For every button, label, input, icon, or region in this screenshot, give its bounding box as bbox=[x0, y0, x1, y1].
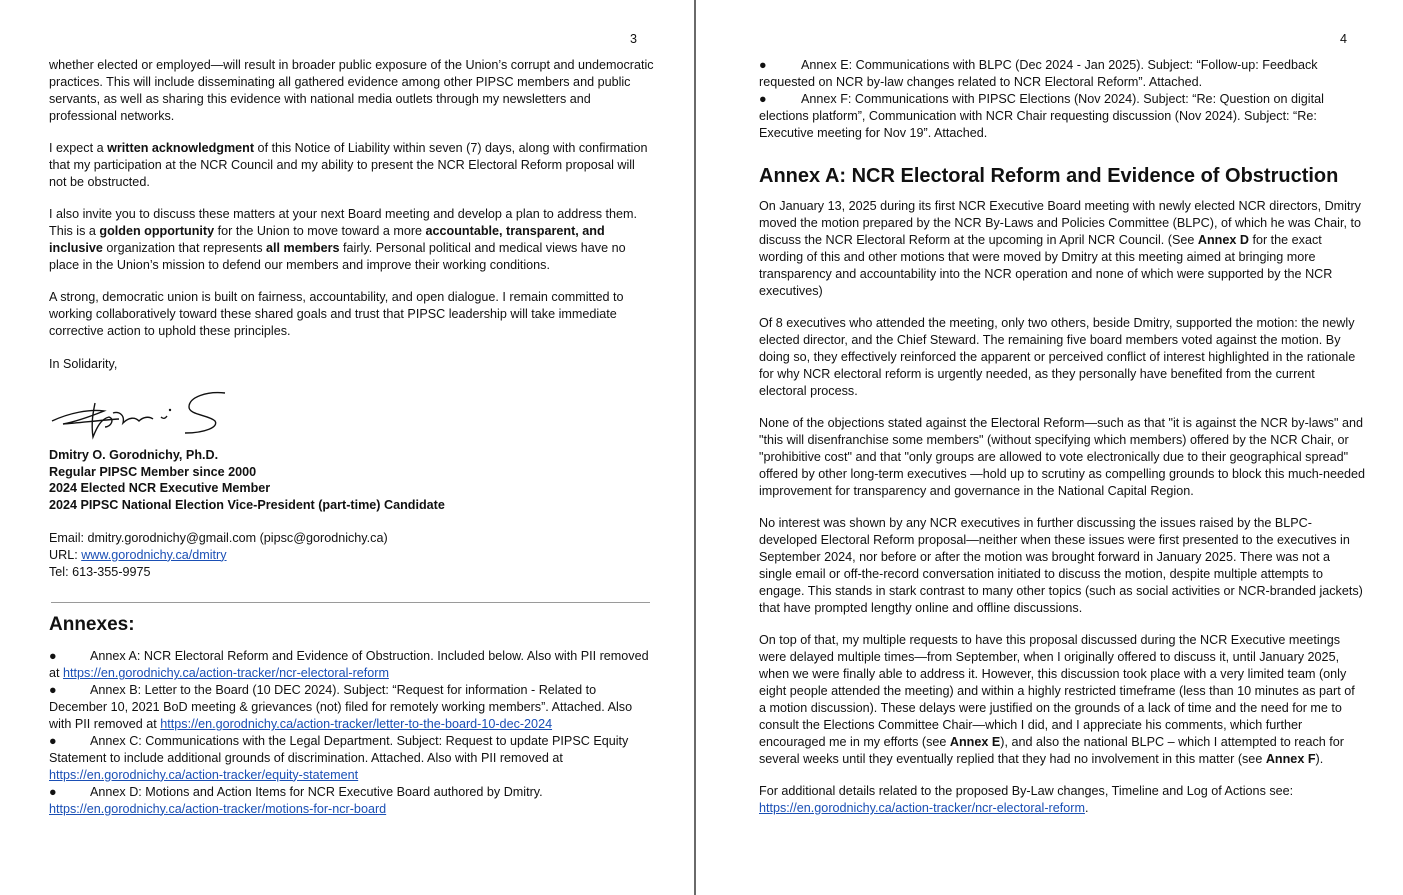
signature-block bbox=[49, 447, 654, 515]
signer-role: 2024 Elected NCR Executive Member bbox=[49, 481, 271, 496]
paragraph-board-meeting: On January 13, 2025 during its first NCR Executive Board meeting with newly elected NCR directors, Dmitry moved the motion prepared by the NCR By-Laws and Policies Committee (BLPC), of which he was Chair, to discuss the NCR Electoral Reform at the upcoming in April NCR Council. (See Annex D for the exact wording of this and other motions that were moved by Dmitry at this meeting aimed at bringing more transparency and accountability into the NCR operation and none of which were supported by the NCR executives) bbox=[759, 199, 1361, 298]
page-3-body bbox=[49, 57, 654, 817]
bullet-icon: ● bbox=[759, 58, 767, 72]
annex-item-f: ● Annex F: Communications with PIPSC Elections (Nov 2024). Subject: “Re: Question on digital elections platform”, Communication with NCR Chair requesting discussion (Nov 2024). Subject: “Re: Executive meeting for Nov 19”. Attached. bbox=[759, 91, 1324, 140]
paragraph-vote: Of 8 executives who attended the meeting, only two others, beside Dmitry, supported the motion: the newly elected director, and the Chief Steward. The remaining five board members voted against the motion. By doing so, they effectively reinforced the apparent or perceived conflict of interest highlighted in the rationale for why NCR electoral reform is urgently needed, as they personally have benefited from the current electoral process. bbox=[759, 316, 1356, 398]
annex-item-c: ● Annex C: Communications with the Legal Department. Subject: Request to update PIPSC Equity Statement to include additional grounds of discrimination. Attached. Also with PII removed at https://en.gorodnichy.ca/action-tracker/equity-statement bbox=[49, 733, 629, 782]
bullet-icon: ● bbox=[49, 649, 57, 664]
annex-a-link[interactable]: https://en.gorodnichy.ca/action-tracker/ncr-electoral-reform bbox=[63, 666, 389, 681]
bullet-icon: ● bbox=[49, 784, 57, 799]
bullet-icon: ● bbox=[759, 91, 767, 106]
contact-url-link[interactable]: www.gorodnichy.ca/dmitry bbox=[81, 547, 227, 562]
annex-a-heading: Annex A: NCR Electoral Reform and Evidence of Obstruction bbox=[759, 164, 1339, 187]
signer-candidacy: 2024 PIPSC National Election Vice-President (part-time) Candidate bbox=[49, 498, 445, 513]
paragraph-closing-statement: A strong, democratic union is built on fairness, accountability, and open dialogue. I remain committed to working collaboratively toward these shared goals and trust that PIPSC leadership will take immediate corrective action to uphold these principles. bbox=[49, 290, 624, 339]
annex-d-link[interactable]: https://en.gorodnichy.ca/action-tracker/motions-for-ncr-board bbox=[49, 801, 387, 816]
annex-item-e: ● Annex E: Communications with BLPC (Dec 2024 - Jan 2025). Subject: “Follow-up: Feedback requested on NCR by-law changes related to NCR Electoral Reform”. Attached. bbox=[759, 58, 1318, 89]
handwritten-signature bbox=[49, 383, 654, 445]
annex-item-d: ● Annex D: Motions and Action Items for NCR Executive Board authored by Dmitry. https://en.gorodnichy.ca/action-tracker/motions-for-ncr-board bbox=[49, 784, 543, 816]
contact-url: URL: www.gorodnichy.ca/dmitry bbox=[49, 547, 227, 562]
annex-b-link[interactable]: https://en.gorodnichy.ca/action-tracker/letter-to-the-board-10-dec-2024 bbox=[160, 716, 553, 731]
section-divider bbox=[51, 602, 650, 603]
contact-phone: Tel: 613-355-9975 bbox=[49, 564, 151, 579]
paragraph-exposure: whether elected or employed—will result in broader public exposure of the Union’s corrupt and undemocratic practices. This will include disseminating all gathered evidence among other PIPSC members and public servants, as well as sharing this evidence with national media outlets through my newsletters and professional networks. bbox=[49, 58, 654, 123]
paragraph-delays: On top of that, my multiple requests to have this proposal discussed during the NCR Executive meetings were delayed multiple times—from September, when I originally offered to discuss it, until January 2025, when we were finally able to address it. However, this discussion took place with a very limited team (only eight people attended the meeting) and within a highly restricted timeframe (less than 10 minutes as part of a motion discussion). These delays were justified on the grounds of a lack of time and the need for me to consult the Elections Committee Chair—which I did, and I appreciate his comments, which further encouraged me in my efforts (see Annex E), and also the national BLPC – which I attempted to reach for several weeks until they eventually replied that they had no involvement in this matter (see Annex F). bbox=[759, 633, 1355, 766]
paragraph-no-interest: No interest was shown by any NCR executives in further discussing the issues raised by the BLPC-developed Electoral Reform proposal—neither when these issues were first presented to the executives in September 2024, nor before or after the motion was brought forward in January 2025. There was not a single email or off-the-record conversation initiated to discuss the motion, despite multiple attempts to engage. This stands in stark contrast to many other topics (such as social activities or NCR-branded jackets) that have prompted lengthy online and offline discussions. bbox=[759, 516, 1363, 615]
page-4-body bbox=[759, 57, 1365, 817]
closing-salutation: In Solidarity, bbox=[49, 356, 118, 371]
page-number: 4 bbox=[1340, 32, 1348, 46]
paragraph-invitation: I also invite you to discuss these matters at your next Board meeting and develop a plan to address them. This is a golden opportunity for the Union to move toward a more accountable, transparent, and inclusive organization that represents all members fairly. Personal political and medical views have no place in the Union’s mission to defend our members and improve their working conditions. bbox=[49, 207, 638, 273]
document-page-3 bbox=[0, 0, 694, 895]
contact-info bbox=[49, 530, 654, 581]
paragraph-acknowledgment: I expect a written acknowledgment of this Notice of Liability within seven (7) days, along with confirmation that my participation at the NCR Council and my ability to present the NCR Electoral Reform proposal will not be obstructed. bbox=[49, 141, 648, 189]
annexes-heading: Annexes: bbox=[49, 614, 135, 636]
annex-c-link[interactable]: https://en.gorodnichy.ca/action-tracker/equity-statement bbox=[49, 767, 359, 782]
page-number: 3 bbox=[630, 32, 638, 46]
annex-item-b: ● Annex B: Letter to the Board (10 DEC 2024). Subject: “Request for information - Related to December 10, 2021 BoD meeting & grievances (not) filed for remotely working members”. Attached. Also with PII removed at https://en.gorodnichy.ca/action-tracker/letter-to-the-board-10-dec-2024 bbox=[49, 683, 633, 731]
paragraph-objections: None of the objections stated against the Electoral Reform—such as that "it is against the NCR by-laws" and "this will disenfranchise some members" (without specifying which members) offered by the NCR Chair, or "prohibitive cost" and that "only groups are allowed to vote electronically due to their geographical spread" offered by other long-term executives —hold up to scrutiny as compelling grounds to block this much-needed improvement for transparency and governance in the National Capital Region. bbox=[759, 416, 1365, 499]
bullet-icon: ● bbox=[49, 733, 57, 748]
annexes-list bbox=[49, 648, 654, 817]
annex-item-a: ● Annex A: NCR Electoral Reform and Evidence of Obstruction. Included below. Also with PII removed at https://en.gorodnichy.ca/action-tracker/ncr-electoral-reform bbox=[49, 649, 649, 681]
signature-image bbox=[49, 383, 239, 445]
signer-name: Dmitry O. Gorodnichy, Ph.D. bbox=[49, 447, 219, 462]
document-page-4 bbox=[698, 0, 1403, 895]
paragraph-additional-details: For additional details related to the proposed By-Law changes, Timeline and Log of Actions see: https://en.gorodnichy.ca/action-tracker/ncr-electoral-reform. bbox=[759, 784, 1294, 816]
contact-email: Email: dmitry.gorodnichy@gmail.com (pipsc@gorodnichy.ca) bbox=[49, 530, 388, 545]
electoral-reform-link[interactable]: https://en.gorodnichy.ca/action-tracker/ncr-electoral-reform bbox=[759, 801, 1085, 816]
bullet-icon: ● bbox=[49, 683, 57, 698]
signer-membership: Regular PIPSC Member since 2000 bbox=[49, 464, 257, 479]
page-divider bbox=[694, 0, 696, 895]
